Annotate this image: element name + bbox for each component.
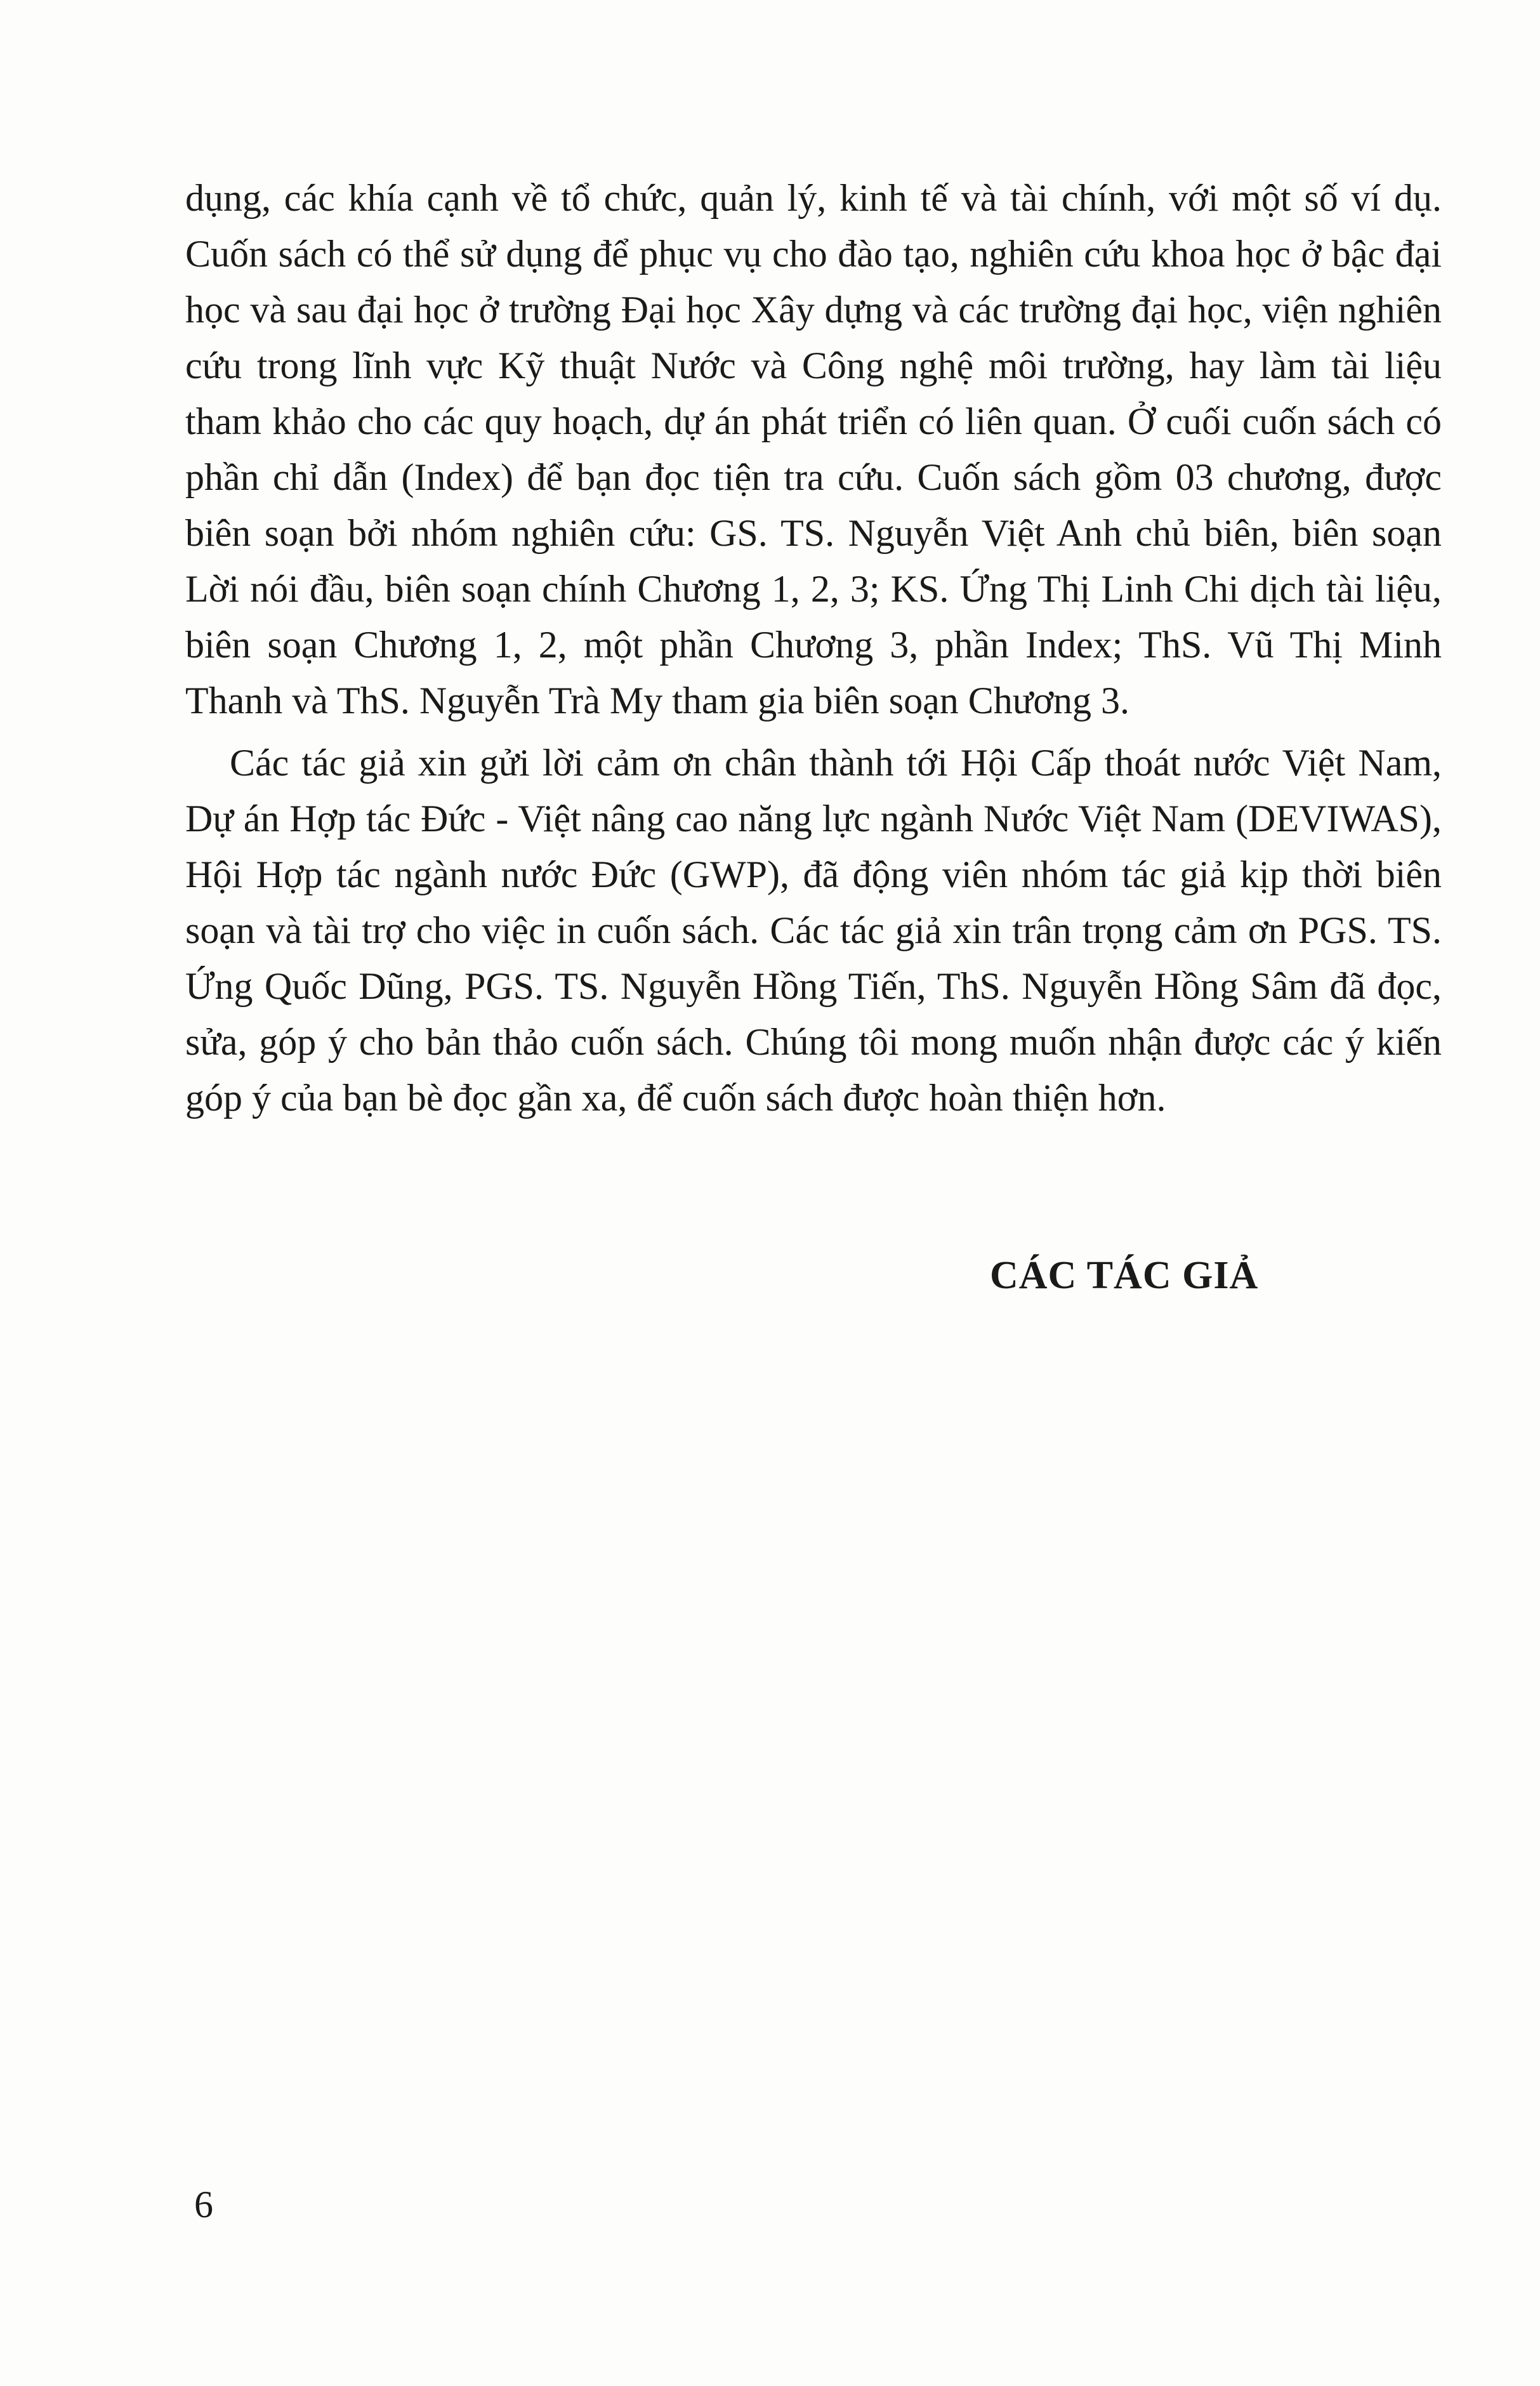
paragraph-continuation: dụng, các khía cạnh về tổ chức, quản lý, kinh tế và tài chính, với một số ví dụ. Cuốn sách có thể sử dụng để phục vụ cho đào tạo, nghiên cứu khoa học ở bậc đại học và sau đại học ở trường Đại học Xây dựng và các trường đại học, viện nghiên cứu trong lĩnh vực Kỹ thuật Nước và Công nghệ môi trường, hay làm tài liệu tham khảo cho các quy hoạch, dự án phát triển có liên quan. Ở cuối cuốn sách có phần chỉ dẫn (Index) để bạn đọc tiện tra cứu. Cuốn sách gồm 03 chương, được biên soạn bởi nhóm nghiên cứu: GS. TS. Nguyễn Việt Anh chủ biên, biên soạn Lời nói đầu, biên soạn chính Chương 1, 2, 3; KS. Ứng Thị Linh Chi dịch tài liệu, biên soạn Chương 1, 2, một phần Chương 3, phần Index; ThS. Vũ Thị Minh Thanh và ThS. Nguyễn Trà My tham gia biên soạn Chương 3. (185, 177, 1442, 722)
authors-signature: CÁC TÁC GIẢ (990, 1254, 1259, 1297)
page-number: 6 (194, 2184, 213, 2225)
paragraph-acknowledgements: Các tác giả xin gửi lời cảm ơn chân thành tới Hội Cấp thoát nước Việt Nam, Dự án Hợp tác Đức - Việt nâng cao năng lực ngành Nước Việt Nam (DEVIWAS), Hội Hợp tác ngành nước Đức (GWP), đã động viên nhóm tác giả kịp thời biên soạn và tài trợ cho việc in cuốn sách. Các tác giả xin trân trọng cảm ơn PGS. TS. Ứng Quốc Dũng, PGS. TS. Nguyễn Hồng Tiến, ThS. Nguyễn Hồng Sâm đã đọc, sửa, góp ý cho bản thảo cuốn sách. Chúng tôi mong muốn nhận được các ý kiến góp ý của bạn bè đọc gần xa, để cuốn sách được hoàn thiện hơn. (185, 742, 1442, 1119)
body-text (185, 170, 1442, 1126)
